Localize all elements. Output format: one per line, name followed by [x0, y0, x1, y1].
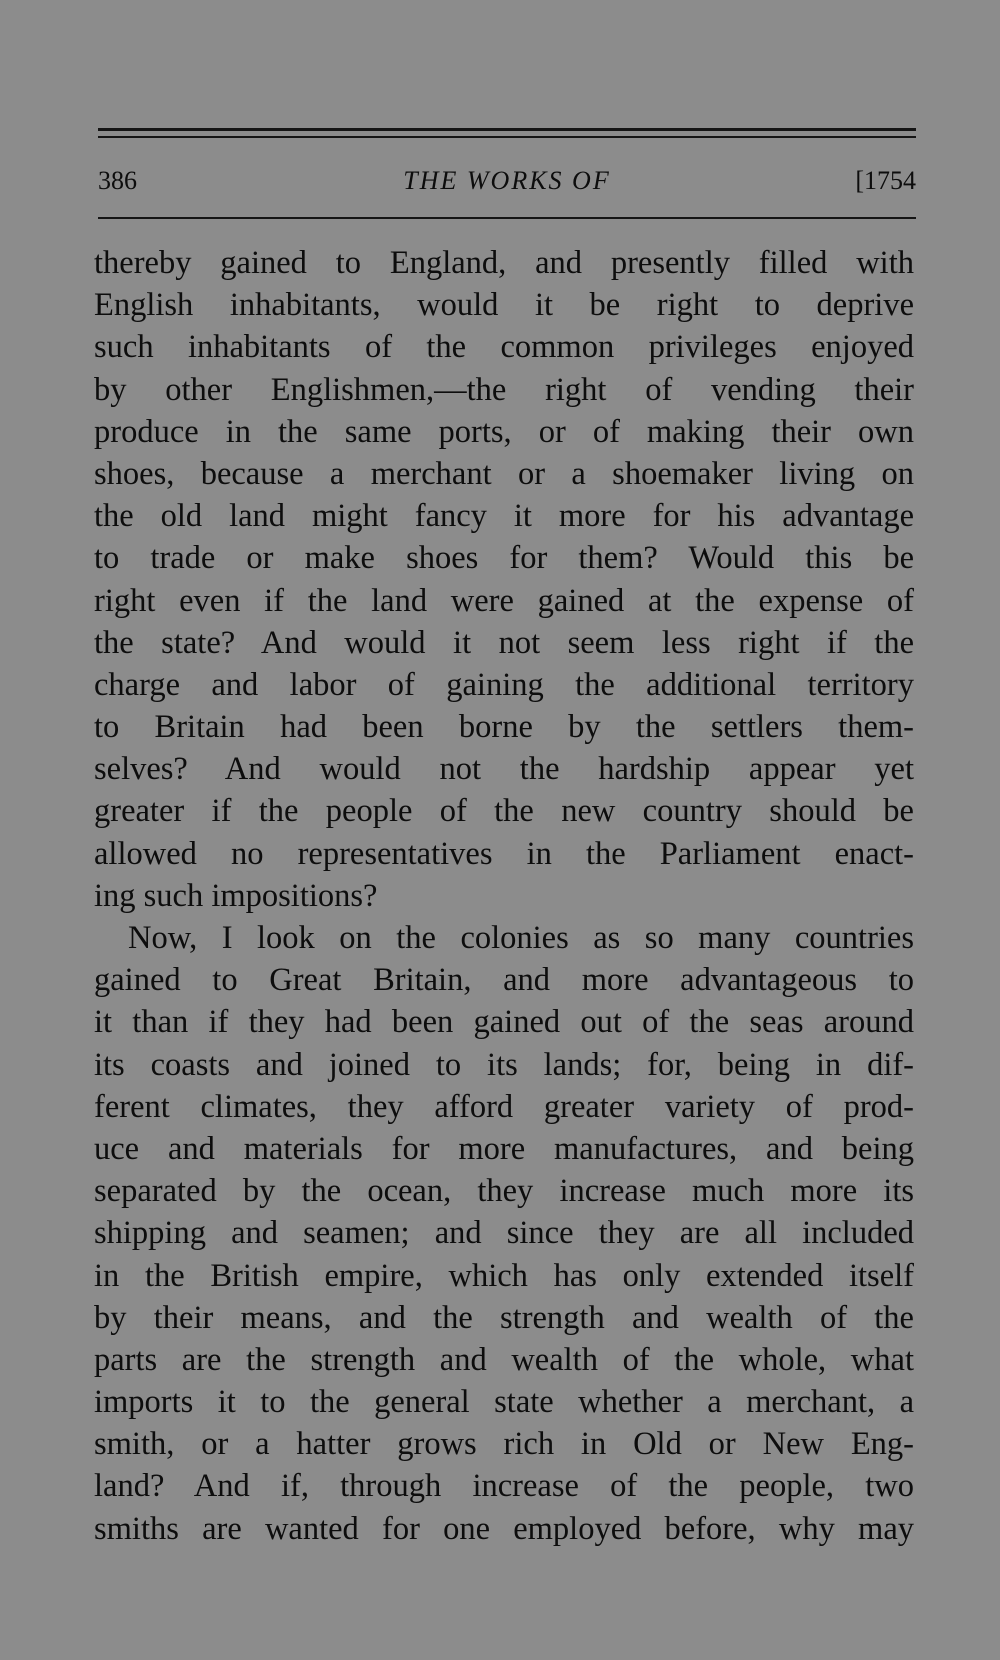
text-line: charge and labor of gaining the additional territory: [94, 666, 914, 703]
text-line: by other Englishmen,—the right of vending their: [94, 371, 914, 408]
text-line: to Britain had been borne by the settlers them-: [94, 709, 914, 746]
text-line: produce in the same ports, or of making their own: [94, 413, 914, 450]
text-line: by their means, and the strength and wealth of the: [94, 1299, 914, 1336]
text-line: right even if the land were gained at the expense of: [94, 582, 914, 619]
text-line: the old land might fancy it more for his advantage: [94, 498, 914, 535]
text-line: smiths are wanted for one employed before, why may: [94, 1510, 914, 1547]
paragraph: [94, 917, 914, 1550]
running-head: [98, 160, 916, 202]
body-text: [94, 242, 914, 1550]
text-line: ferent climates, they afford greater variety of prod-: [94, 1088, 914, 1125]
text-line: English inhabitants, would it be right to deprive: [94, 287, 914, 324]
text-line: shoes, because a merchant or a shoemaker living on: [94, 455, 914, 492]
header-rule-top: [98, 128, 916, 131]
text-line: thereby gained to England, and presently filled with: [94, 245, 914, 281]
paragraph: [94, 242, 914, 917]
text-line: it than if they had been gained out of the seas around: [94, 1004, 914, 1041]
text-line: allowed no representatives in the Parliament enact-: [94, 835, 914, 872]
text-line: smith, or a hatter grows rich in Old or New Eng-: [94, 1426, 914, 1463]
text-line: gained to Great Britain, and more advantageous to: [94, 962, 914, 999]
page-number: 386: [98, 166, 137, 195]
text-line: the state? And would it not seem less right if the: [94, 624, 914, 661]
text-line: Now, I look on the colonies as so many countries: [128, 920, 914, 956]
text-line: ing such impositions?: [94, 877, 378, 914]
text-line: selves? And would not the hardship appear yet: [94, 751, 914, 788]
running-year: [1754: [855, 166, 916, 195]
running-title: THE WORKS OF: [403, 166, 611, 195]
text-line: its coasts and joined to its lands; for, being in dif-: [94, 1046, 914, 1083]
text-line: to trade or make shoes for them? Would this be: [94, 540, 914, 577]
text-line: separated by the ocean, they increase much more its: [94, 1173, 914, 1210]
text-line: greater if the people of the new country should be: [94, 793, 914, 830]
header-rule-top-second: [98, 136, 916, 138]
text-line: land? And if, through increase of the people, two: [94, 1468, 914, 1505]
text-line: such inhabitants of the common privileges enjoyed: [94, 329, 914, 366]
text-line: shipping and seamen; and since they are all included: [94, 1215, 914, 1252]
text-line: uce and materials for more manufactures, and being: [94, 1130, 914, 1167]
header-rule-bottom: [98, 217, 916, 219]
text-line: parts are the strength and wealth of the whole, what: [94, 1341, 914, 1378]
text-line: in the British empire, which has only extended itself: [94, 1257, 914, 1294]
text-line: imports it to the general state whether a merchant, a: [94, 1384, 914, 1421]
